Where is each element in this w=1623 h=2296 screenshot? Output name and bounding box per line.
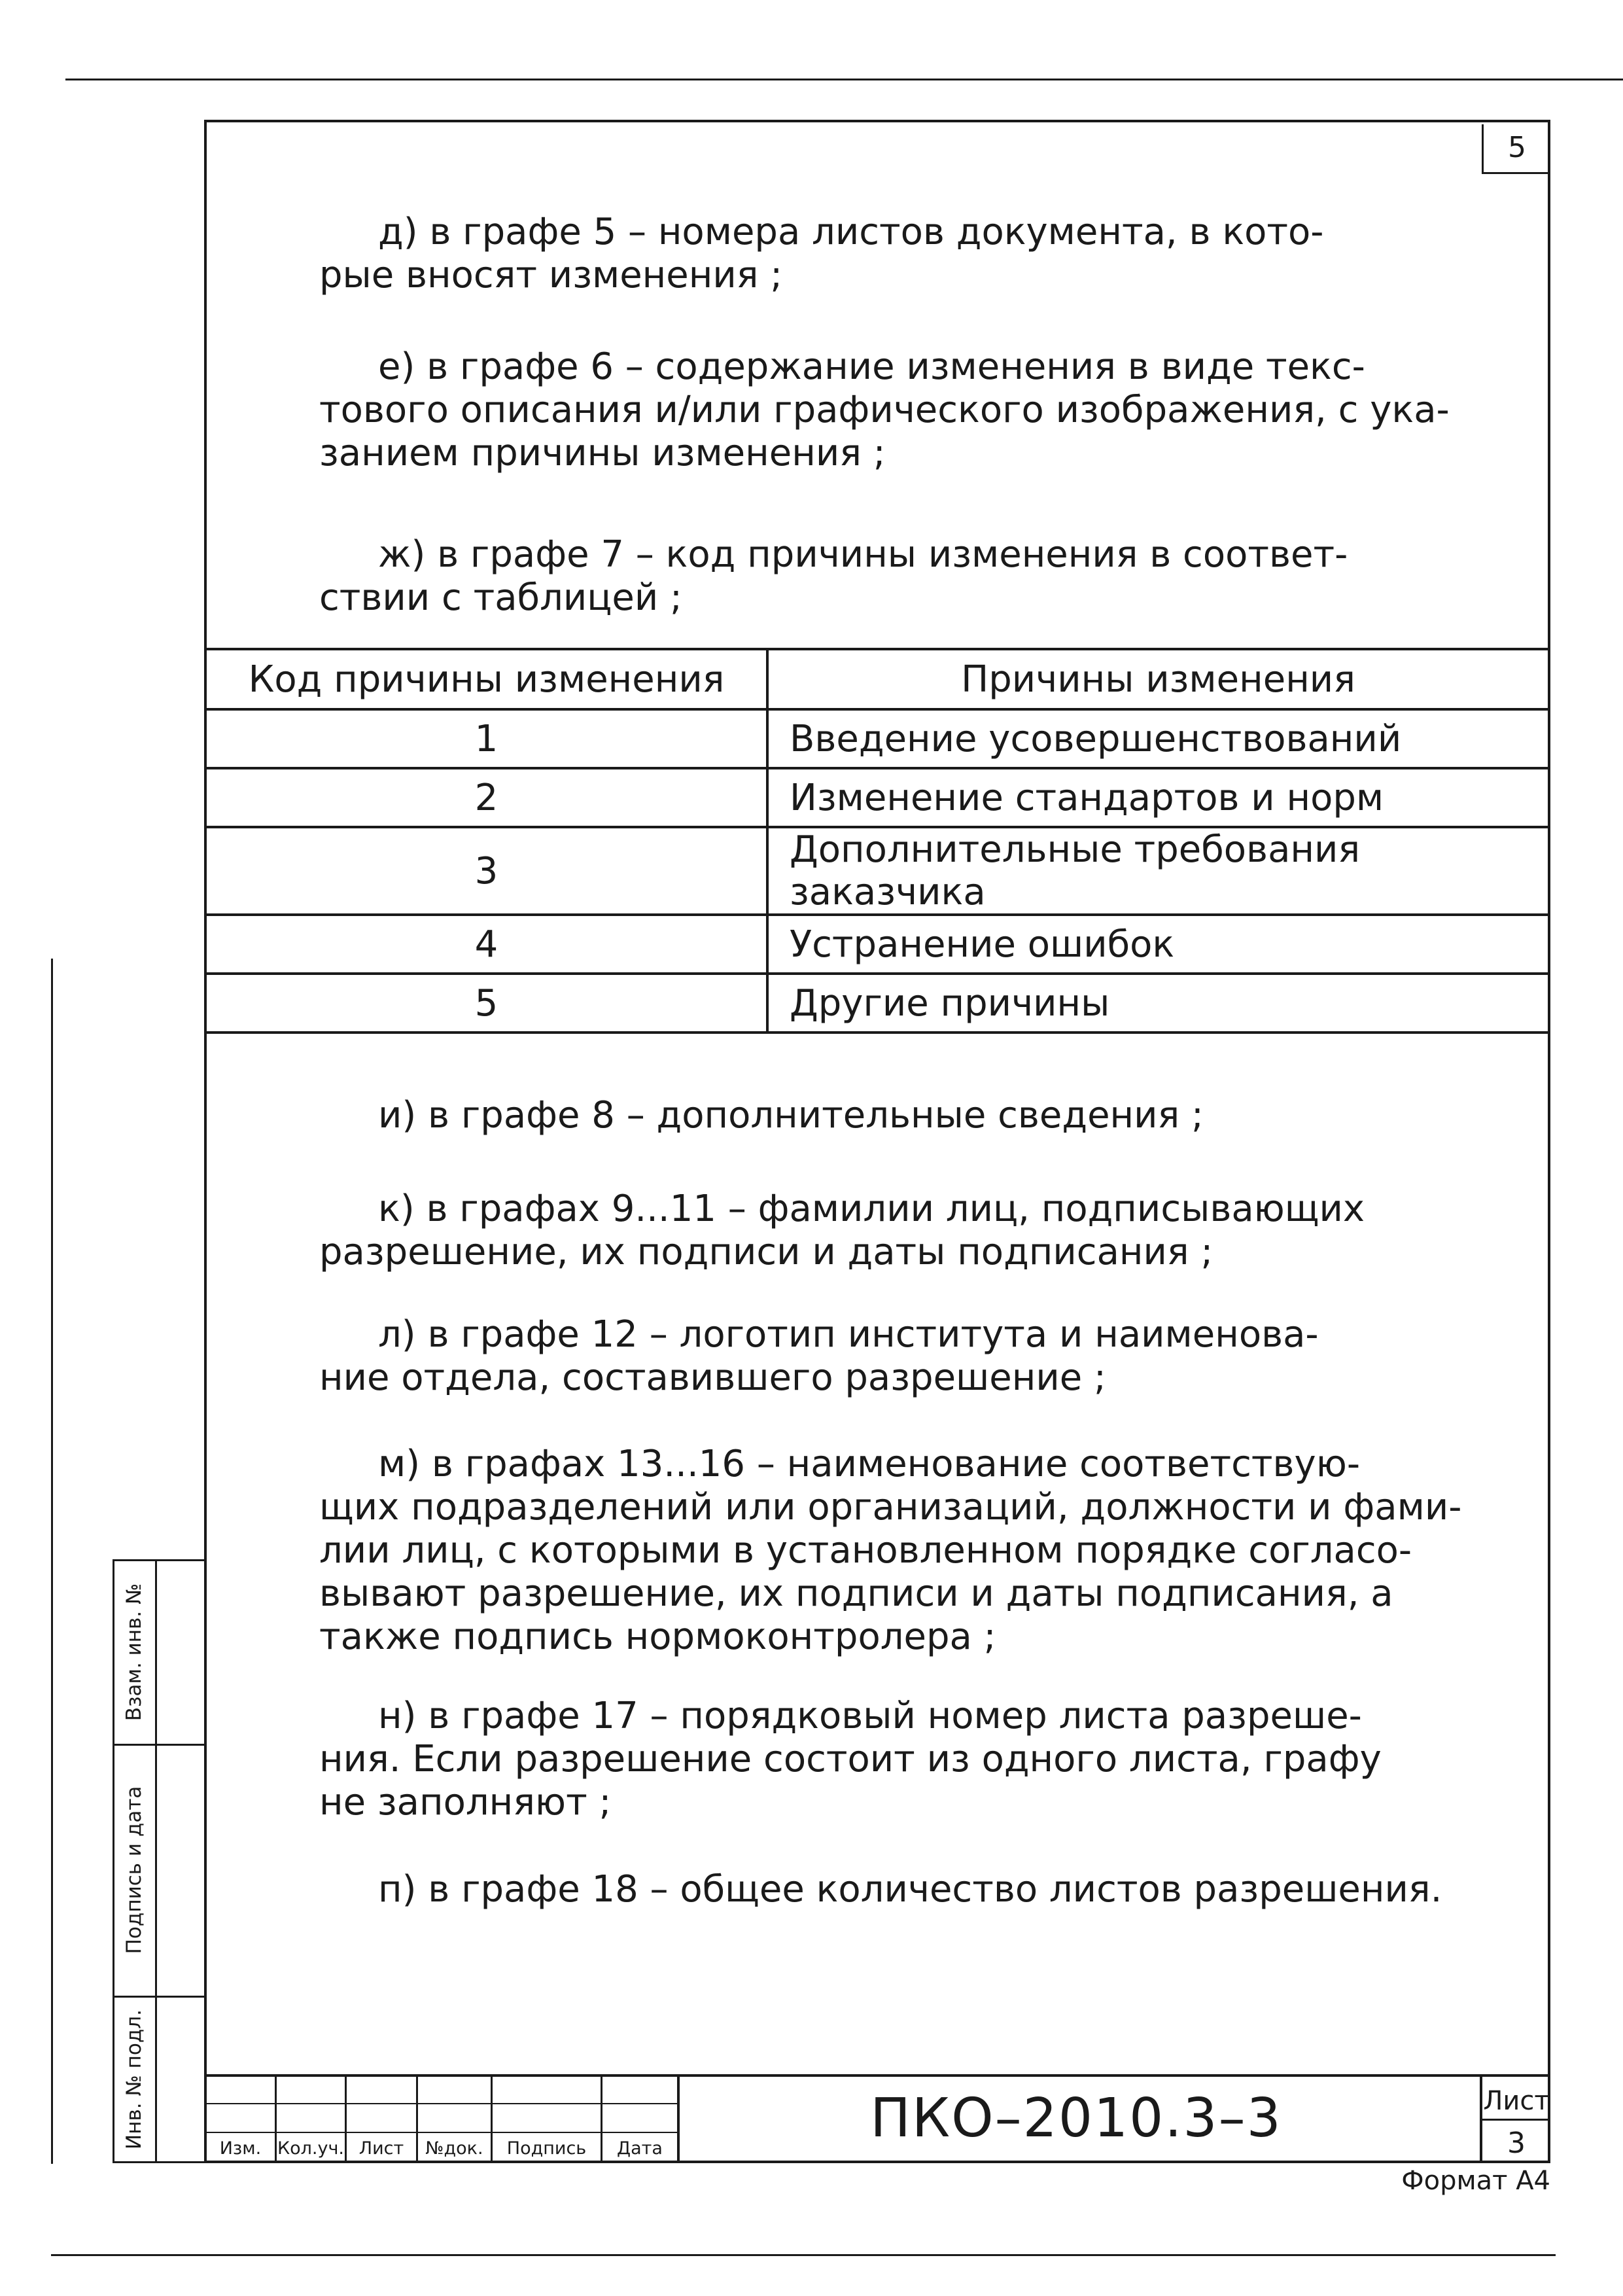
table-cell-code: 2 — [205, 768, 767, 827]
text-line: тового описания и/или графического изображения, с ука- — [319, 389, 1450, 431]
format-label: Формат А4 — [1401, 2166, 1550, 2196]
text-line: ж) в графе 7 – код причины изменения в соответ- — [378, 533, 1348, 576]
table-header-reason: Причины изменения — [767, 649, 1549, 709]
text-line: и) в графе 8 – дополнительные сведения ; — [378, 1094, 1204, 1137]
page-number: 5 — [1482, 124, 1550, 174]
table-cell-reason: Дополнительные требования заказчика — [767, 827, 1549, 915]
table-cell-reason: Другие причины — [767, 974, 1549, 1033]
text-line: не заполняют ; — [319, 1781, 612, 1824]
table-header-row — [205, 649, 1549, 709]
text-line: м) в графах 13...16 – наименование соответствую- — [378, 1443, 1361, 1485]
text-line: л) в графе 12 – логотип института и наименова- — [378, 1313, 1319, 1356]
tb-label-izm: Изм. — [219, 2138, 262, 2159]
table-cell-code: 3 — [205, 827, 767, 915]
text-line: щих подразделений или организаций, должности и фами- — [319, 1486, 1462, 1528]
table-cell-reason: Устранение ошибок — [767, 915, 1549, 974]
text-line: к) в графах 9...11 – фамилии лиц, подписывающих — [378, 1188, 1365, 1230]
table-cell-reason: Введение усовершенствований — [767, 709, 1549, 768]
sheet-label: Лист — [1483, 2086, 1550, 2116]
table-cell-code: 4 — [205, 915, 767, 974]
stamp-vzam-inv: Взам. инв. № — [122, 1583, 146, 1722]
left-margin-line — [51, 959, 53, 2164]
table-cell-code: 1 — [205, 709, 767, 768]
text-line: н) в графе 17 – порядковый номер листа разреше- — [378, 1695, 1362, 1737]
document-code: ПКО–2010.3–3 — [870, 2087, 1282, 2149]
tb-label-list: Лист — [358, 2138, 404, 2159]
text-line: п) в графе 18 – общее количество листов разрешения. — [378, 1868, 1442, 1911]
table-cell-code: 5 — [205, 974, 767, 1033]
text-line: лии лиц, с которыми в установленном порядке согласо- — [319, 1529, 1412, 1572]
text-line: разрешение, их подписи и даты подписания ; — [319, 1231, 1213, 1273]
text-line: рые вносят изменения ; — [319, 254, 783, 296]
text-line: ния. Если разрешение состоит из одного листа, графу — [319, 1738, 1382, 1780]
table-row — [205, 709, 1549, 768]
stamp-inv-podl: Инв. № подл. — [122, 2009, 146, 2149]
text-line: также подпись нормоконтролера ; — [319, 1616, 996, 1658]
table-row — [205, 827, 1549, 915]
text-line: е) в графе 6 – содержание изменения в виде текс- — [378, 345, 1365, 388]
table-row — [205, 915, 1549, 974]
tb-label-podpis: Подпись — [506, 2138, 587, 2159]
change-reason-table — [204, 648, 1550, 1034]
text-line: д) в графе 5 – номера листов документа, в кото- — [378, 211, 1324, 253]
text-line: занием причины изменения ; — [319, 432, 886, 474]
table-row — [205, 974, 1549, 1033]
tb-label-data: Дата — [617, 2138, 663, 2159]
table-header-code: Код причины изменения — [205, 649, 767, 709]
text-line: вывают разрешение, их подписи и даты подписания, а — [319, 1572, 1393, 1615]
table-row — [205, 768, 1549, 827]
sheet-number: 3 — [1507, 2127, 1526, 2160]
top-trim-line — [65, 79, 1623, 80]
tb-label-ndok: №док. — [425, 2138, 483, 2159]
tb-label-koluch: Кол.уч. — [277, 2138, 345, 2159]
text-line: ствии с таблицей ; — [319, 576, 682, 619]
stamp-podpis-data: Подпись и дата — [122, 1786, 146, 1954]
text-line: ние отдела, составившего разрешение ; — [319, 1356, 1106, 1399]
bottom-trim-line — [51, 2254, 1556, 2256]
table-cell-reason: Изменение стандартов и норм — [767, 768, 1549, 827]
